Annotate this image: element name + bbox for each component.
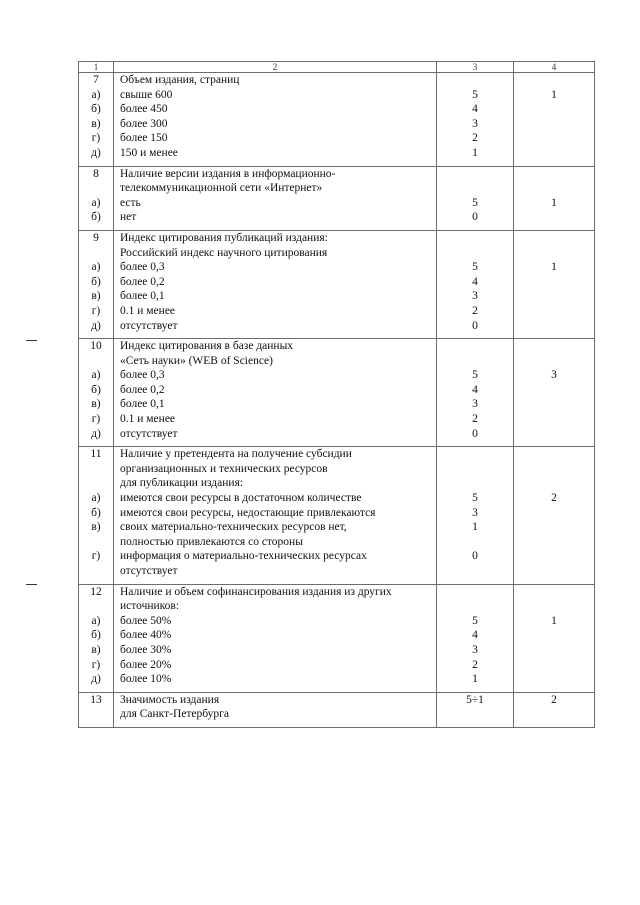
criterion-line-text: Значимость издания: [120, 693, 220, 706]
criterion-points-cell: [437, 73, 514, 167]
empty-line: [514, 304, 594, 319]
empty-line: [514, 564, 594, 579]
row-spacer: [120, 441, 436, 446]
option-points: 4: [472, 383, 478, 396]
empty-line: [514, 427, 594, 442]
row-spacer: [437, 441, 513, 446]
criterion-line-text: для Санкт-Петербурга: [120, 708, 229, 721]
row-spacer: [120, 579, 436, 584]
criterion-number-cell: [79, 339, 114, 447]
criterion-line-text: отсутствует: [120, 565, 178, 577]
criterion-number: 11: [90, 448, 102, 461]
criterion-line-text: более 0,3: [120, 261, 165, 274]
criterion-points-cell: [437, 166, 514, 230]
criterion-row: [79, 339, 595, 447]
criterion-line-text: более 0,2: [120, 275, 165, 288]
criterion-number-cell: [79, 447, 114, 584]
criterion-text-cell: [114, 339, 437, 447]
criterion-value-cell: [514, 692, 595, 727]
row-spacer: [514, 333, 594, 338]
criterion-line-text: более 300: [120, 117, 168, 130]
criterion-value-cell: [514, 447, 595, 584]
option-marker: в): [91, 398, 101, 411]
option-marker: б): [91, 211, 101, 224]
option-marker: д): [91, 673, 101, 686]
criterion-line-text: более 50%: [120, 614, 172, 627]
option-marker: [79, 564, 113, 579]
option-points: [437, 354, 513, 369]
empty-line: [514, 535, 594, 550]
empty-line: [514, 246, 594, 261]
empty-line: [514, 476, 594, 491]
row-spacer: [514, 579, 594, 584]
option-points: 1: [472, 673, 478, 686]
option-marker: [79, 535, 113, 550]
row-spacer: [437, 161, 513, 166]
option-points: [437, 535, 513, 550]
row-spacer: [79, 687, 113, 692]
criterion-value-cell: [514, 73, 595, 167]
header-col-1: 1: [79, 62, 114, 73]
option-points: [437, 167, 513, 182]
criterion-points-cell: [437, 447, 514, 584]
option-points: 0: [472, 550, 478, 563]
criterion-points-cell: [437, 230, 514, 338]
option-marker: г): [91, 413, 101, 426]
criterion-line-text: «Сеть науки» (WEB of Science): [120, 354, 273, 367]
option-marker: б): [91, 383, 101, 396]
criterion-line-text: Российский индекс научного цитирования: [120, 246, 328, 259]
option-points: [437, 231, 513, 246]
option-points: 2: [472, 304, 478, 317]
criterion-line-text: более 30%: [120, 643, 172, 656]
option-points: 2: [472, 658, 478, 671]
option-points: [437, 447, 513, 462]
criterion-row: [79, 73, 595, 167]
option-points: 5: [472, 88, 478, 101]
option-points: [437, 585, 513, 600]
criterion-value-cell: [514, 166, 595, 230]
criterion-row: [79, 692, 595, 727]
option-points: 4: [472, 275, 478, 288]
option-points: [437, 476, 513, 491]
row-spacer: [79, 333, 113, 338]
criterion-text-cell: [114, 166, 437, 230]
option-marker: в): [91, 521, 101, 534]
criterion-line-text: организационных и технических ресурсов: [120, 462, 328, 475]
option-points: 0: [472, 427, 478, 440]
criterion-line-text: Наличие у претендента на получение субсидии: [120, 448, 352, 461]
criterion-line-text: имеются свои ресурсы в достаточном количестве: [120, 492, 362, 505]
option-marker: а): [91, 196, 101, 209]
row-spacer: [79, 722, 113, 727]
empty-line: [514, 549, 594, 564]
option-points: [437, 181, 513, 196]
criterion-line-text: Индекс цитирования в базе данных: [120, 340, 294, 353]
criterion-text-cell: [114, 692, 437, 727]
criterion-line-text: более 10%: [120, 673, 172, 686]
option-marker: [79, 181, 113, 196]
row-spacer: [437, 225, 513, 230]
option-marker: а): [91, 88, 101, 101]
criterion-line-text: более 40%: [120, 629, 172, 642]
empty-line: [514, 383, 594, 398]
header-col-2: 2: [114, 62, 437, 73]
criterion-number-cell: [79, 230, 114, 338]
criterion-line-text: отсутствует: [120, 427, 178, 440]
criterion-line-text: свыше 600: [120, 88, 173, 101]
option-points: 5: [472, 369, 478, 382]
option-points: [437, 73, 513, 88]
option-points: [437, 462, 513, 477]
row-spacer: [120, 161, 436, 166]
option-points: 0: [472, 319, 478, 332]
option-marker: в): [91, 117, 101, 130]
table-header-row: [79, 62, 595, 73]
option-marker: а): [91, 614, 101, 627]
criterion-line-text: 0.1 и менее: [120, 413, 176, 426]
empty-line: [514, 146, 594, 161]
option-marker: [79, 707, 113, 722]
option-points: 2: [472, 413, 478, 426]
criterion-line-text: имеются свои ресурсы, недостающие привлекаются: [120, 506, 376, 519]
option-marker: б): [91, 629, 101, 642]
header-col-3: 3: [437, 62, 514, 73]
assigned-value: 2: [551, 492, 557, 505]
row-spacer: [437, 579, 513, 584]
option-marker: [79, 476, 113, 491]
option-points: 1: [472, 146, 478, 159]
empty-line: [514, 319, 594, 334]
empty-line: [514, 412, 594, 427]
assigned-value: 1: [551, 614, 557, 627]
criterion-row: [79, 447, 595, 584]
option-points: 0: [472, 211, 478, 224]
empty-line: [514, 167, 594, 182]
criterion-line-text: полностью привлекаются со стороны: [120, 535, 303, 548]
row-spacer: [79, 441, 113, 446]
option-marker: в): [91, 290, 101, 303]
criterion-line-text: 0.1 и менее: [120, 304, 176, 317]
option-marker: д): [91, 319, 101, 332]
option-points: 5: [472, 261, 478, 274]
option-marker: а): [91, 369, 101, 382]
option-marker: б): [91, 103, 101, 116]
row-spacer: [437, 722, 513, 727]
criterion-line-text: Объем издания, страниц: [120, 74, 240, 86]
empty-line: [514, 658, 594, 673]
criterion-number-cell: [79, 166, 114, 230]
option-points: 5: [472, 196, 478, 209]
header-col-4: 4: [514, 62, 595, 73]
option-marker: г): [91, 658, 101, 671]
row-spacer: [120, 687, 436, 692]
criterion-line-text: более 0,3: [120, 369, 165, 382]
empty-line: [514, 643, 594, 658]
criterion-line-text: более 0,2: [120, 383, 165, 396]
criterion-line-text: нет: [120, 211, 137, 224]
option-points: 3: [472, 506, 478, 519]
row-spacer: [120, 225, 436, 230]
option-points: 2: [472, 132, 478, 145]
empty-line: [514, 131, 594, 146]
empty-line: [514, 520, 594, 535]
option-marker: г): [91, 304, 101, 317]
row-spacer: [437, 687, 513, 692]
row-spacer: [79, 161, 113, 166]
row-spacer: [514, 161, 594, 166]
row-spacer: [79, 579, 113, 584]
criterion-line-text: Наличие версии издания в информационно-: [120, 167, 336, 180]
option-points: 3: [472, 290, 478, 303]
criterion-number: 12: [90, 585, 102, 598]
empty-line: [514, 672, 594, 687]
criterion-number: 13: [90, 693, 102, 706]
empty-line: [514, 339, 594, 354]
empty-line: [514, 585, 594, 600]
criterion-text-cell: [114, 230, 437, 338]
criterion-value-cell: [514, 584, 595, 692]
row-spacer: [79, 225, 113, 230]
criterion-value-cell: [514, 339, 595, 447]
criterion-line-text: для публикации издания:: [120, 477, 244, 490]
empty-line: [514, 397, 594, 412]
empty-line: [514, 628, 594, 643]
option-points: [437, 564, 513, 579]
empty-line: [514, 102, 594, 117]
margin-dash-mark: [26, 584, 37, 585]
option-points: 4: [472, 103, 478, 116]
criterion-row: [79, 584, 595, 692]
row-spacer: [120, 333, 436, 338]
option-marker: а): [91, 261, 101, 274]
option-marker: а): [91, 492, 101, 505]
option-points: 4: [472, 629, 478, 642]
criterion-text-cell: [114, 584, 437, 692]
assigned-value: 1: [551, 88, 557, 101]
criterion-points-cell: [437, 692, 514, 727]
empty-line: [514, 117, 594, 132]
criterion-value-cell: [514, 230, 595, 338]
option-marker: в): [91, 643, 101, 656]
assigned-value: 1: [551, 196, 557, 209]
criterion-text-cell: [114, 73, 437, 167]
criterion-number-cell: [79, 73, 114, 167]
criterion-line-text: отсутствует: [120, 319, 178, 332]
criterion-line-text: более 0,1: [120, 398, 165, 411]
empty-line: [514, 289, 594, 304]
option-points: 3: [472, 643, 478, 656]
criterion-line-text: есть: [120, 196, 141, 209]
criterion-row: [79, 230, 595, 338]
assigned-value: 3: [551, 369, 557, 382]
empty-line: [514, 73, 594, 88]
criterion-line-text: более 20%: [120, 658, 172, 671]
row-spacer: [514, 441, 594, 446]
option-marker: г): [91, 132, 101, 145]
empty-line: [514, 275, 594, 290]
option-marker: [79, 462, 113, 477]
criterion-line-text: 150 и менее: [120, 146, 178, 159]
criterion-points-cell: [437, 584, 514, 692]
criterion-number: 9: [93, 231, 99, 244]
assigned-value: 2: [551, 693, 557, 706]
option-points: 5: [472, 614, 478, 627]
assigned-value: 1: [551, 261, 557, 274]
criterion-number-cell: [79, 584, 114, 692]
option-points: 3: [472, 398, 478, 411]
row-spacer: [120, 722, 436, 727]
empty-line: [514, 210, 594, 225]
option-marker: г): [91, 550, 101, 563]
criterion-points-cell: [437, 339, 514, 447]
option-points: 5: [472, 492, 478, 505]
row-spacer: [514, 687, 594, 692]
empty-line: [514, 506, 594, 521]
criteria-table: [78, 61, 595, 728]
option-marker: [79, 354, 113, 369]
option-points: [437, 707, 513, 722]
option-points: 3: [472, 117, 478, 130]
criterion-line-text: информация о материально-технических ресурсах: [120, 550, 367, 563]
option-points: [437, 246, 513, 261]
empty-line: [514, 447, 594, 462]
empty-line: [514, 231, 594, 246]
row-spacer: [514, 722, 594, 727]
criterion-line-text: более 450: [120, 103, 168, 116]
row-spacer: [514, 225, 594, 230]
criterion-line-text: Наличие и объем софинансирования издания из других: [120, 585, 392, 598]
criterion-row: [79, 166, 595, 230]
empty-line: [514, 599, 594, 614]
criterion-line-text: более 0,1: [120, 290, 165, 303]
option-points: [437, 599, 513, 614]
option-marker: д): [91, 427, 101, 440]
option-points: 5÷1: [466, 693, 484, 706]
option-points: [437, 339, 513, 354]
criterion-number: 7: [93, 74, 99, 86]
empty-line: [514, 354, 594, 369]
option-marker: д): [91, 146, 101, 159]
option-marker: б): [91, 275, 101, 288]
option-marker: б): [91, 506, 101, 519]
option-points: 1: [472, 521, 478, 534]
criterion-line-text: Индекс цитирования публикаций издания:: [120, 231, 328, 244]
criterion-line-text: своих материально-технических ресурсов нет,: [120, 521, 347, 534]
criterion-number: 8: [93, 167, 99, 180]
criterion-line-text: более 150: [120, 132, 168, 145]
margin-dash-mark: [26, 340, 37, 341]
option-marker: [79, 599, 113, 614]
criterion-line-text: источников:: [120, 600, 180, 613]
empty-line: [514, 462, 594, 477]
criterion-number-cell: [79, 692, 114, 727]
criterion-line-text: телекоммуникационной сети «Интернет»: [120, 182, 323, 195]
criterion-text-cell: [114, 447, 437, 584]
option-marker: [79, 246, 113, 261]
empty-line: [514, 181, 594, 196]
row-spacer: [437, 333, 513, 338]
empty-line: [514, 707, 594, 722]
criterion-number: 10: [90, 340, 102, 353]
